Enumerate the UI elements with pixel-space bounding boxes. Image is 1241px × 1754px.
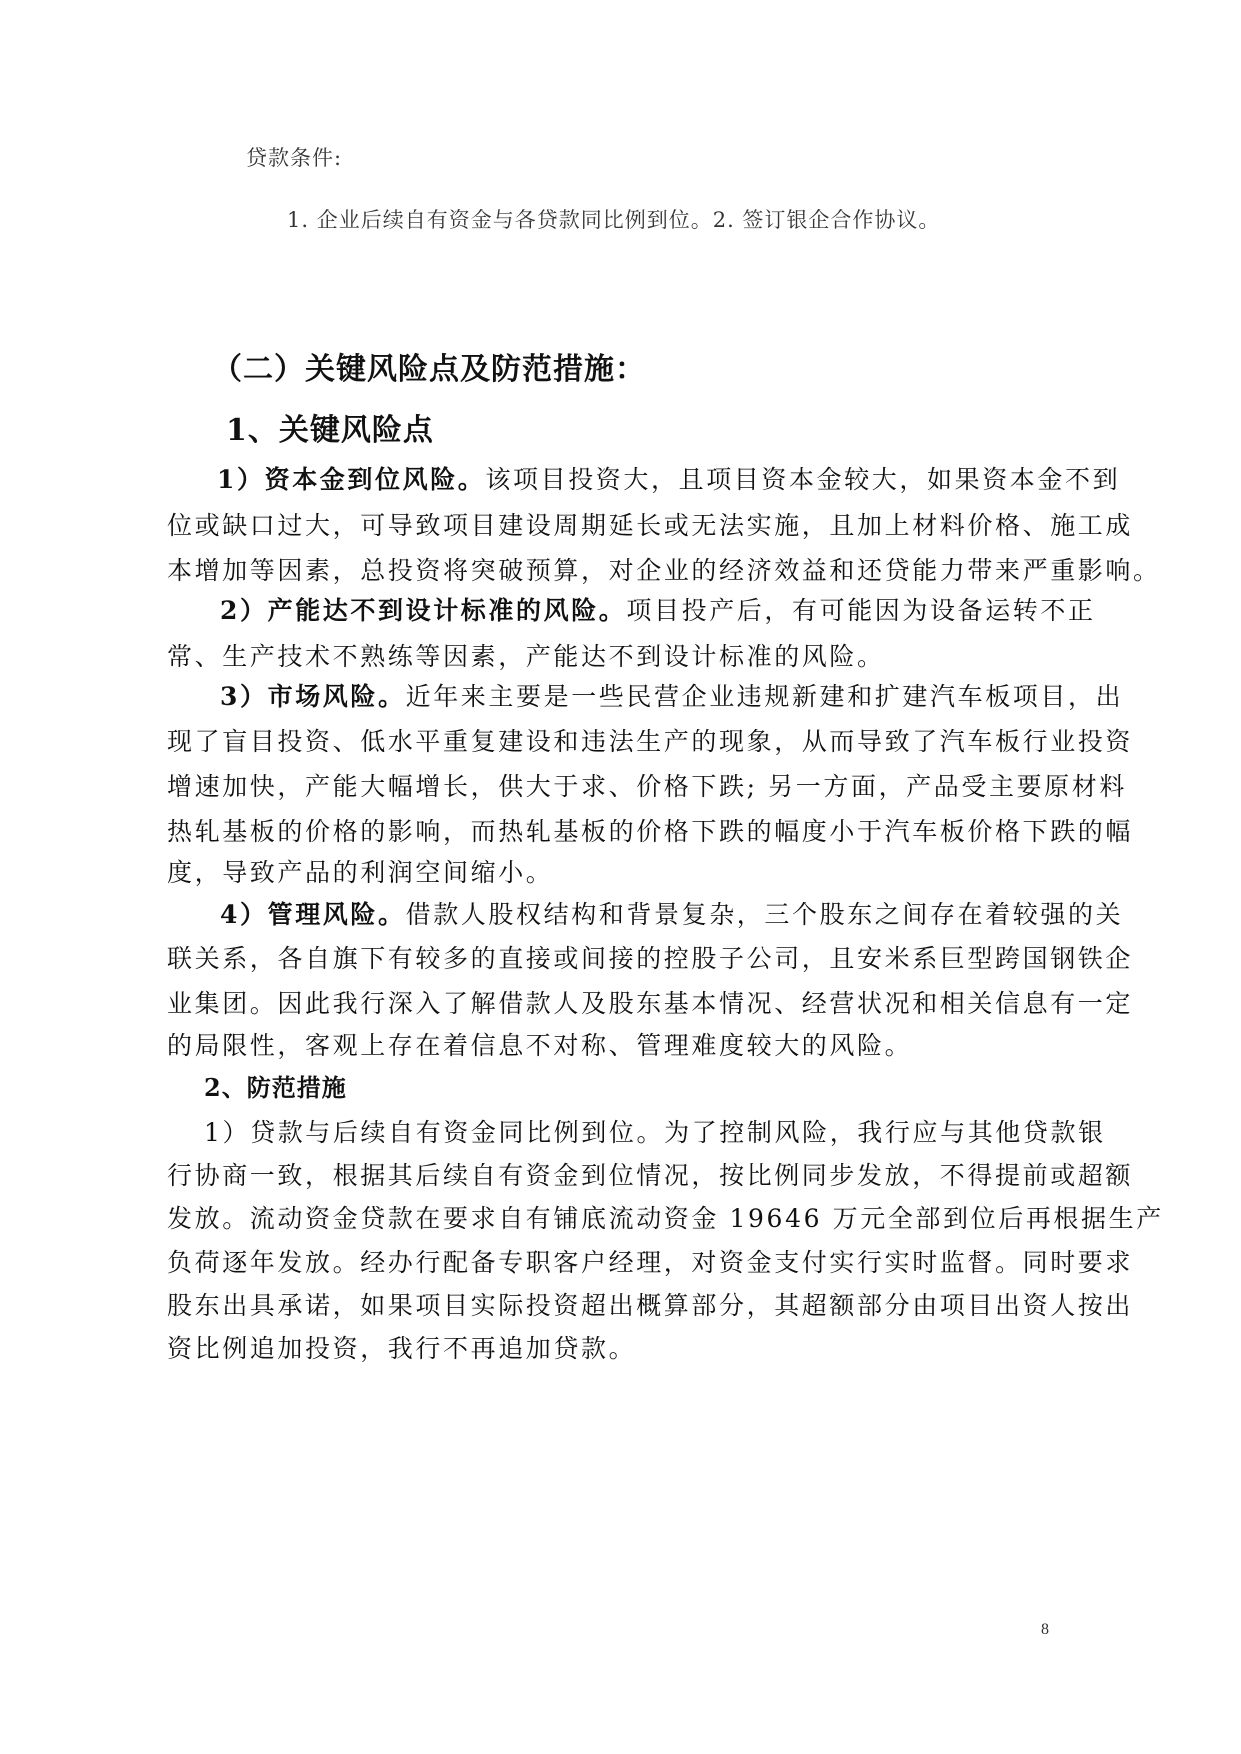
risk-paragraph-1-line-2: 位或缺口过大，可导致项目建设周期延长或无法实施，且加上材料价格、施工成 <box>167 511 1134 540</box>
measures-line-5: 股东出具承诺，如果项目实际投资超出概算部分，其超额部分由项目出资人按出 <box>167 1291 1134 1320</box>
measures-line-3: 发放。流动资金贷款在要求自有铺底流动资金 19646 万元全部到位后再根据生产 <box>167 1204 1164 1233</box>
risk-paragraph-2-line-1: 2）产能达不到设计标准的风险。项目投产后，有可能因为设备运转不正 <box>220 596 1096 625</box>
risk-paragraph-4-line-4: 的局限性，客观上存在着信息不对称、管理难度较大的风险。 <box>167 1031 913 1060</box>
measures-line-4: 负荷逐年发放。经办行配备专职客户经理，对资金支付实行实时监督。同时要求 <box>167 1248 1134 1277</box>
risk-paragraph-4-lead: 4）管理风险。 <box>220 900 406 929</box>
section-title: （二）关键风险点及防范措施： <box>212 352 646 387</box>
measures-line-1: 1）贷款与后续自有资金同比例到位。为了控制风险，我行应与其他贷款银 <box>204 1118 1106 1147</box>
risk-paragraph-4-line-1: 4）管理风险。借款人股权结构和背景复杂，三个股东之间存在着较强的关 <box>220 900 1124 929</box>
loan-conditions-label: 贷款条件: <box>246 146 343 170</box>
risk-paragraph-1-line-1: 1）资本金到位风险。该项目投资大，且项目资本金较大，如果资本金不到 <box>217 465 1121 494</box>
risk-paragraph-2-line-2: 常、生产技术不熟练等因素，产能达不到设计标准的风险。 <box>167 642 885 671</box>
risk-paragraph-4-line-2: 联关系，各自旗下有较多的直接或间接的控股子公司，且安米系巨型跨国钢铁企 <box>167 944 1134 973</box>
page-number: 8 <box>1041 1621 1049 1638</box>
measures-heading: 2、防范措施 <box>204 1073 347 1102</box>
measures-line-6: 资比例追加投资，我行不再追加贷款。 <box>167 1334 637 1363</box>
risk-paragraph-3-line-2: 现了盲目投资、低水平重复建设和违法生产的现象，从而导致了汽车板行业投资 <box>167 727 1134 756</box>
risk-paragraph-1-lead: 1）资本金到位风险。 <box>217 465 486 494</box>
risk-paragraph-3-line-3: 增速加快，产能大幅增长，供大于求、价格下跌; 另一方面，产品受主要原材料 <box>167 772 1127 801</box>
risk-paragraph-3-line-4: 热轧基板的价格的影响，而热轧基板的价格下跌的幅度小于汽车板价格下跌的幅 <box>167 817 1134 846</box>
loan-conditions-items: 1. 企业后续自有资金与各贷款同比例到位。2. 签订银企合作协议。 <box>287 208 941 232</box>
risk-paragraph-1-line-3: 本增加等因素，总投资将突破预算，对企业的经济效益和还贷能力带来严重影响。 <box>167 556 1161 585</box>
risk-paragraph-2-lead: 2）产能达不到设计标准的风险。 <box>220 596 627 625</box>
risk-paragraph-3-line-1: 3）市场风险。近年来主要是一些民营企业违规新建和扩建汽车板项目，出 <box>220 682 1124 711</box>
risk-paragraph-3-line-5: 度，导致产品的利润空间缩小。 <box>167 858 554 887</box>
risk-paragraph-4-line-3: 业集团。因此我行深入了解借款人及股东基本情况、经营状况和相关信息有一定 <box>167 989 1134 1018</box>
risk-points-heading: 1、关键风险点 <box>226 413 434 448</box>
risk-paragraph-3-lead: 3）市场风险。 <box>220 682 406 711</box>
measures-line-2: 行协商一致，根据其后续自有资金到位情况，按比例同步发放，不得提前或超额 <box>167 1161 1134 1190</box>
